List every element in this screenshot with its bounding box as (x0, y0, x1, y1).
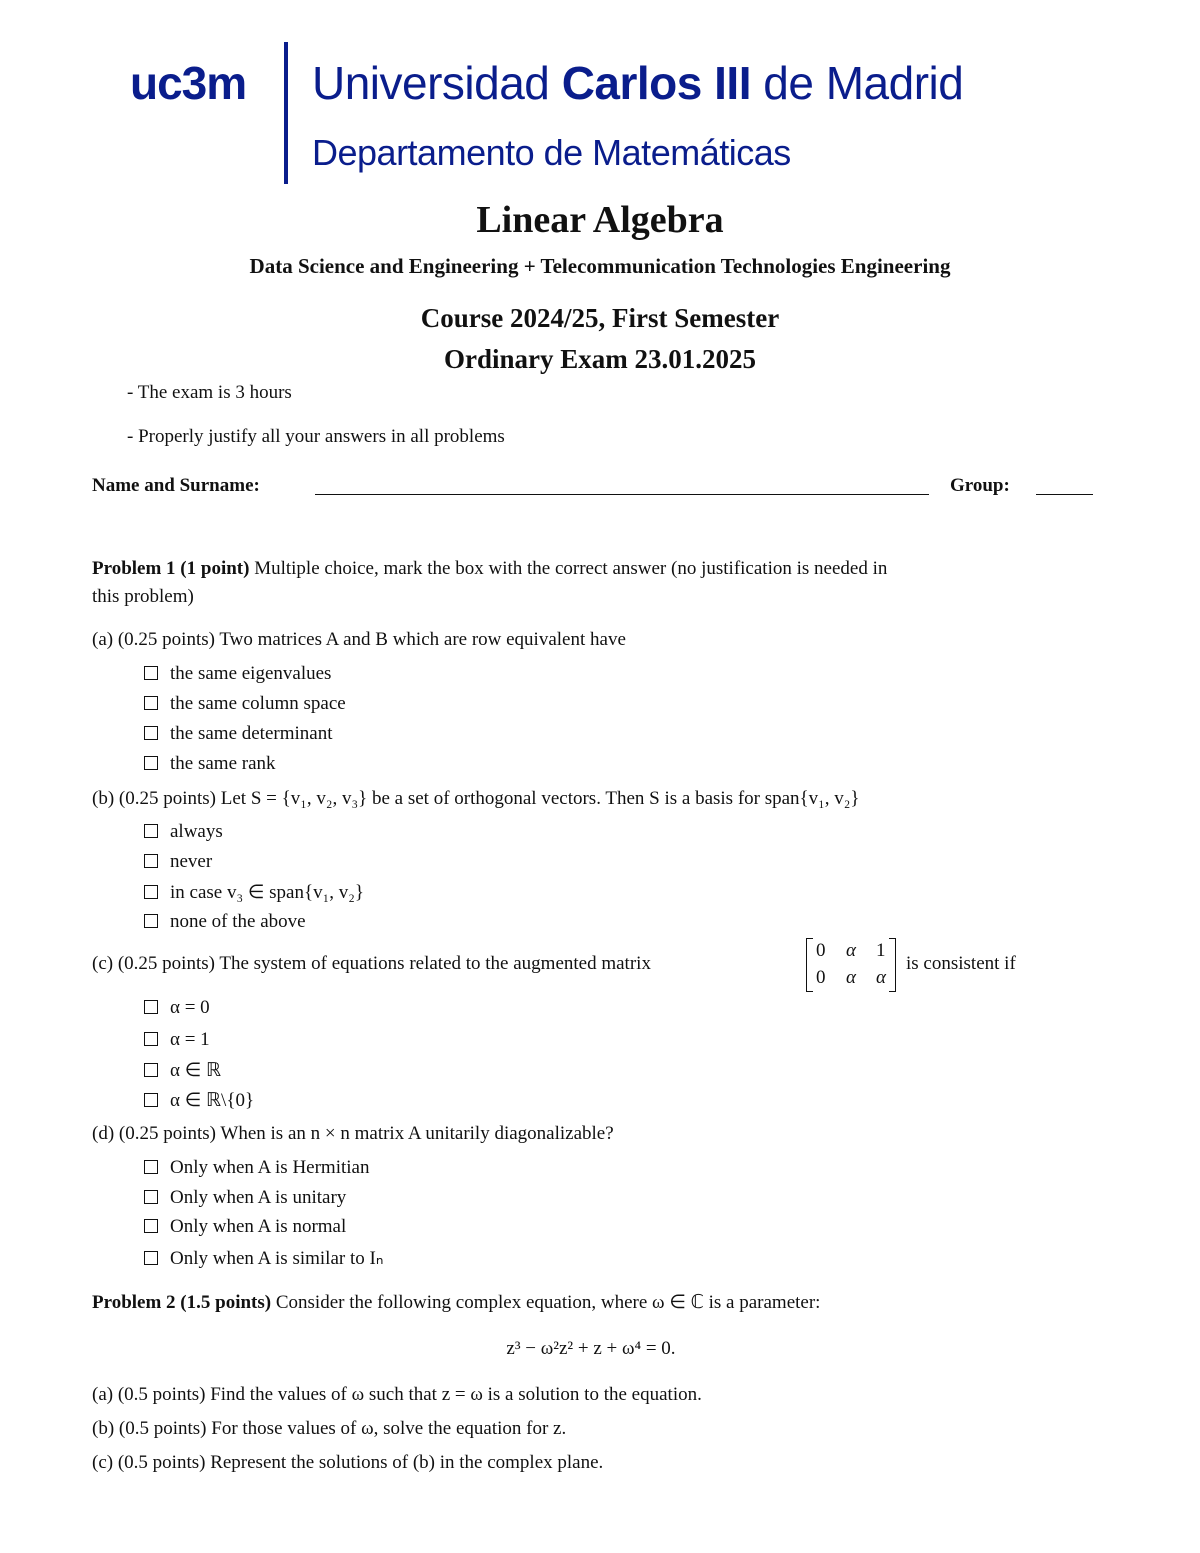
checkbox[interactable] (144, 756, 158, 770)
page-title: Linear Algebra (476, 199, 724, 241)
course-line: Course 2024/25, First Semester (420, 303, 780, 333)
matrix-cell: 1 (876, 940, 886, 961)
checkbox[interactable] (144, 854, 158, 868)
option-1a-1[interactable]: the same eigenvalues (144, 663, 331, 685)
option-1a-3[interactable]: the same determinant (144, 723, 333, 745)
matrix-cell: α (846, 940, 856, 961)
checkbox[interactable] (144, 1190, 158, 1204)
option-1a-2[interactable]: the same column space (144, 693, 346, 715)
checkbox[interactable] (144, 885, 158, 899)
group-label: Group: (950, 475, 1010, 496)
option-1a-4[interactable]: the same rank (144, 753, 276, 775)
checkbox[interactable] (144, 914, 158, 928)
problem1-intro-cont: this problem) (92, 586, 194, 607)
matrix-cell: 0 (816, 940, 826, 961)
option-1d-4[interactable]: Only when A is similar to Iₙ (144, 1247, 383, 1270)
problem2-part-c: (c) (0.5 points) Represent the solutions of (b) in the complex plane. (92, 1452, 604, 1473)
checkbox[interactable] (144, 1032, 158, 1046)
checkbox[interactable] (144, 696, 158, 710)
problem1-intro: Problem 1 (1 point) Multiple choice, mark the box with the correct answer (no justification is needed in (92, 558, 888, 579)
instruction-item: - Properly justify all your answers in all problems (127, 426, 505, 447)
problem1-c-question: (c) (0.25 points) The system of equations related to the augmented matrix (92, 953, 651, 974)
option-1c-4[interactable]: α ∈ ℝ\{0} (144, 1089, 254, 1112)
option-1c-3[interactable]: α ∈ ℝ (144, 1059, 221, 1082)
checkbox[interactable] (144, 1093, 158, 1107)
problem1-b-question: (b) (0.25 points) Let S = {v₁, v₂, v₃} be a set of orthogonal vectors. Then S is a basis for span{v₁, v₂} (92, 788, 860, 809)
checkbox[interactable] (144, 1000, 158, 1014)
checkbox[interactable] (144, 1160, 158, 1174)
checkbox[interactable] (144, 666, 158, 680)
problem2-part-b: (b) (0.5 points) For those values of ω, solve the equation for z. (92, 1418, 567, 1439)
degree-subtitle: Data Science and Engineering + Telecommunication Technologies Engineering (249, 254, 951, 278)
problem2-equation: z³ − ω²z² + z + ω⁴ = 0. (506, 1338, 676, 1359)
option-1d-2[interactable]: Only when A is unitary (144, 1187, 346, 1209)
option-1b-2[interactable]: never (144, 851, 212, 873)
option-1b-3[interactable]: in case v₃ ∈ span{v₁, v₂} (144, 881, 364, 904)
group-field[interactable] (1036, 494, 1093, 495)
instruction-item: - The exam is 3 hours (127, 382, 292, 403)
option-1c-2[interactable]: α = 1 (144, 1029, 210, 1051)
option-1b-1[interactable]: always (144, 821, 223, 843)
logo-divider (284, 42, 288, 184)
checkbox[interactable] (144, 1219, 158, 1233)
matrix-right-bracket (889, 938, 896, 992)
option-1d-3[interactable]: Only when A is normal (144, 1216, 346, 1238)
logo-uc3m: uc3m (130, 57, 247, 109)
checkbox[interactable] (144, 1063, 158, 1077)
problem1-c-question-end: is consistent if (906, 953, 1016, 974)
matrix-cell: α (846, 967, 856, 988)
problem1-a-question: (a) (0.25 points) Two matrices A and B which are row equivalent have (92, 629, 626, 650)
checkbox[interactable] (144, 824, 158, 838)
augmented-matrix (806, 938, 896, 992)
university-name: Universidad Carlos III de Madrid (312, 57, 964, 109)
matrix-left-bracket (806, 938, 813, 992)
option-1c-1[interactable]: α = 0 (144, 997, 210, 1019)
matrix-cell: α (876, 967, 886, 988)
checkbox[interactable] (144, 726, 158, 740)
exam-line: Ordinary Exam 23.01.2025 (443, 344, 756, 374)
matrix-cell: 0 (816, 967, 826, 988)
option-1d-1[interactable]: Only when A is Hermitian (144, 1157, 369, 1179)
department-name: Departamento de Matemáticas (312, 132, 791, 173)
option-1b-4[interactable]: none of the above (144, 911, 306, 933)
name-field[interactable] (315, 494, 929, 495)
name-label: Name and Surname: (92, 475, 260, 496)
problem1-d-question: (d) (0.25 points) When is an n × n matrix A unitarily diagonalizable? (92, 1123, 614, 1144)
problem2-part-a: (a) (0.5 points) Find the values of ω such that z = ω is a solution to the equation. (92, 1384, 702, 1405)
problem2-intro: Problem 2 (1.5 points) Consider the following complex equation, where ω ∈ ℂ is a parameter: (92, 1292, 821, 1313)
checkbox[interactable] (144, 1251, 158, 1265)
